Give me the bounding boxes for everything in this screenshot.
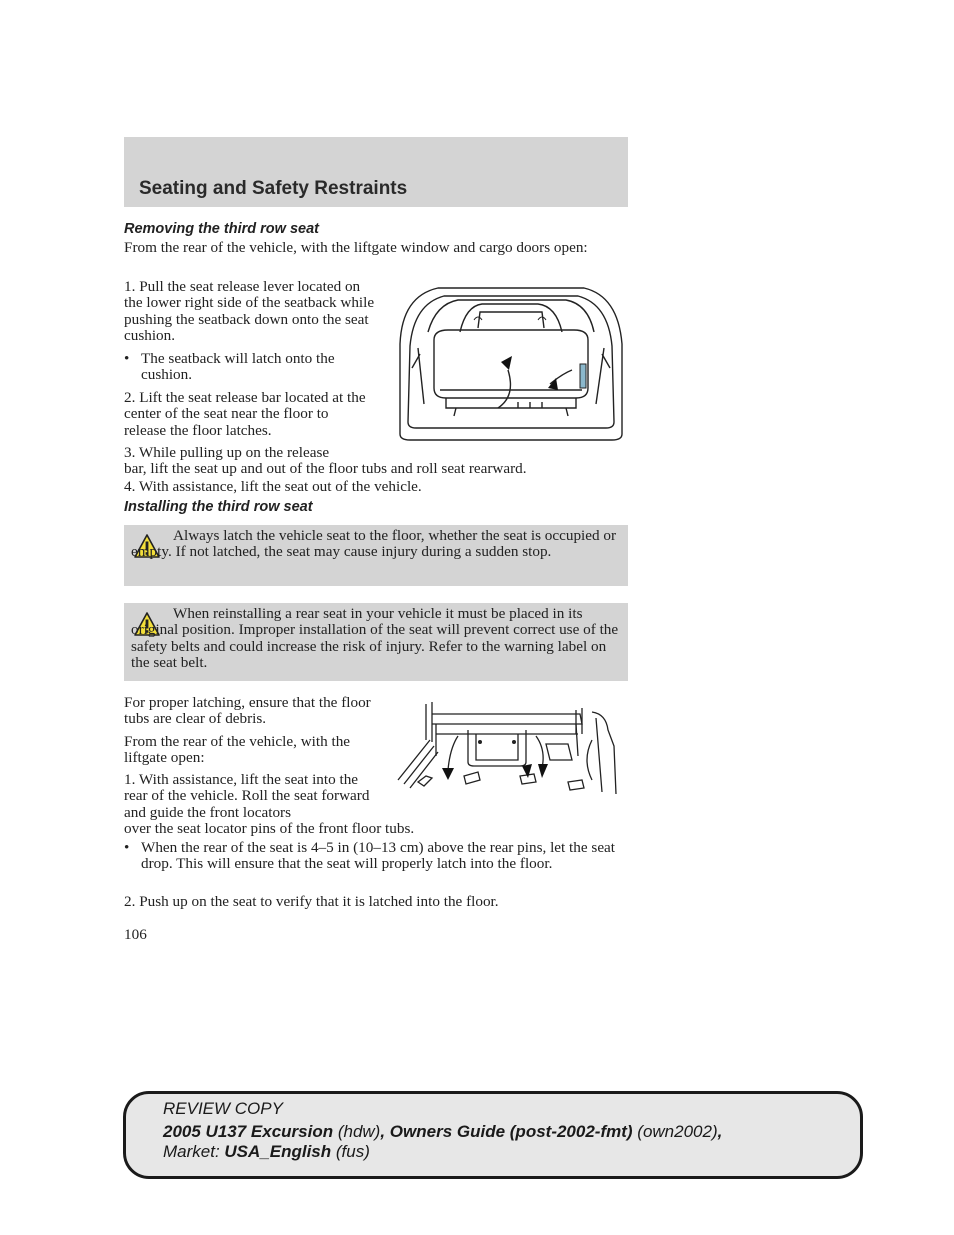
bullet-dot: • (124, 839, 130, 856)
footer-guide-code: (own2002) (632, 1122, 718, 1141)
installing-bullet-1 (124, 840, 628, 873)
footer-market-line (163, 1142, 370, 1162)
bullet-text: The seatback will latch onto the cushion. (141, 350, 335, 384)
section-title: Seating and Safety Restraints (139, 178, 408, 199)
warning-text-1: Always latch the vehicle seat to the floor, whether the seat is occupied or empty. If not latched, the seat may cause injury during a sudden stop. (131, 527, 617, 561)
footer-market-label: Market: (163, 1142, 225, 1161)
footer-guide: Owners Guide (post-2002-fmt) (389, 1122, 633, 1141)
installing-para-2: From the rear of the vehicle, with the liftgate open: (124, 733, 351, 767)
cargo-area-seat-illustration (398, 284, 624, 442)
installing-step-1-part-1: 1. With assistance, lift the seat into the rear of the vehicle. Roll the seat forward and guide the front locators (124, 771, 370, 821)
page-number: 106 (124, 926, 147, 943)
removing-step-2: 2. Lift the seat release bar located at the center of the seat near the floor to release the floor latches. (124, 389, 366, 439)
bullet-dot: • (124, 350, 130, 367)
warning-box-2 (124, 603, 628, 681)
footer-market-code: (fus) (331, 1142, 370, 1161)
footer-sep-1: , (380, 1122, 390, 1141)
footer-sep-2: , (717, 1122, 723, 1141)
installing-step-2: 2. Push up on the seat to verify that it is latched into the floor. (124, 893, 499, 910)
seat-installation-illustration (396, 700, 624, 796)
installing-step-1-part-2: over the seat locator pins of the front floor tubs. (124, 820, 415, 837)
warning-box-1 (124, 525, 628, 586)
bullet-text: When the rear of the seat is 4–5 in (10–13 cm) above the rear pins, let the seat drop. This will ensure that the seat will properly latch into the floor. (141, 839, 616, 873)
removing-intro: From the rear of the vehicle, with the liftgate window and cargo doors open: (124, 239, 588, 256)
removing-bullet-1 (124, 351, 374, 384)
removing-heading: Removing the third row seat (124, 221, 319, 237)
footer-market: USA_English (224, 1142, 332, 1161)
installing-heading: Installing the third row seat (124, 499, 313, 515)
warning-text-2: When reinstalling a rear seat in your vehicle it must be placed in its original position. Improper installation of the seat will prevent correct use of the safety belts and could increase the risk of injury. Refer to the warning label on the seat belt. (131, 605, 619, 672)
footer-review-copy: REVIEW COPY (163, 1099, 283, 1118)
removing-step-3-line-2: bar, lift the seat up and out of the floor tubs and roll seat rearward. (124, 460, 527, 477)
removing-step-4: 4. With assistance, lift the seat out of the vehicle. (124, 478, 422, 495)
installing-para-1: For proper latching, ensure that the floor tubs are clear of debris. (124, 694, 371, 728)
footer-model-code: (hdw) (333, 1122, 381, 1141)
removing-step-3-line-1: 3. While pulling up on the release (124, 444, 330, 461)
footer-model: 2005 U137 Excursion (163, 1122, 334, 1141)
footer-model-line (163, 1122, 722, 1142)
review-footer (123, 1091, 863, 1179)
removing-step-1: 1. Pull the seat release lever located on the lower right side of the seatback while pushing the seatback down onto the seat cushion. (124, 278, 375, 345)
